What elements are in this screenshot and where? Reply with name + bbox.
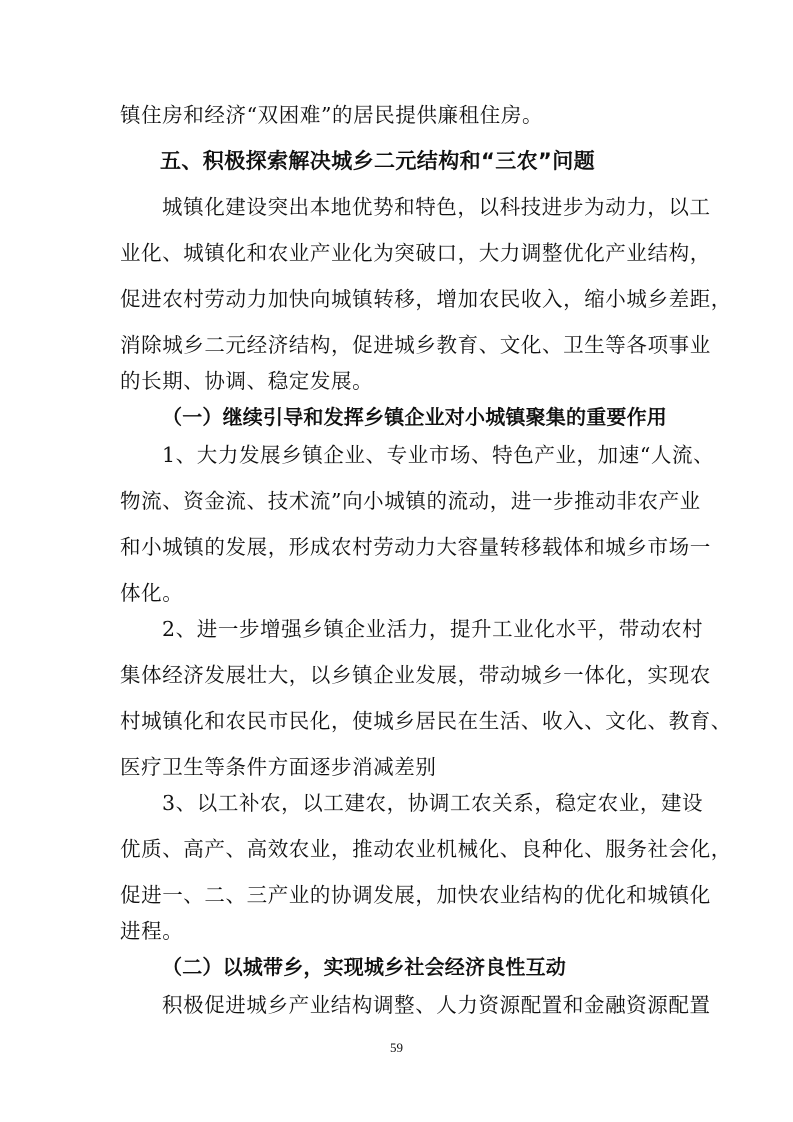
paragraph-line: 进程。: [120, 919, 184, 943]
paragraph-line: 体化。: [120, 581, 184, 605]
paragraph-line: 消除城乡二元经济结构，促进城乡教育、文化、卫生等各项事业: [120, 333, 711, 357]
paragraph-line: 2、进一步增强乡镇企业活力，提升工业化水平，带动农村: [162, 617, 704, 641]
paragraph-line: 城镇化建设突出本地优势和特色，以科技进步为动力，以工: [162, 195, 711, 219]
paragraph-line: 积极促进城乡产业结构调整、人力资源配置和金融资源配置: [162, 993, 711, 1017]
subsection-heading: （二）以城带乡，实现城乡社会经济良性互动: [162, 955, 566, 979]
page-number: 59: [390, 1040, 403, 1055]
paragraph-line: 村城镇化和农民市民化，使城乡居民在生活、收入、文化、教育、: [120, 709, 732, 733]
paragraph-line: 促进一、二、三产业的协调发展，加快农业结构的优化和城镇化: [120, 883, 711, 907]
paragraph-line: 1、大力发展乡镇企业、专业市场、特色产业，加速“人流、: [162, 443, 715, 467]
section-heading: 五、积极探索解决城乡二元结构和“三农”问题: [160, 149, 596, 173]
paragraph-line: 的长期、协调、稳定发展。: [120, 369, 374, 393]
paragraph-line: 促进农村劳动力加快向城镇转移，增加农民收入，缩小城乡差距，: [120, 287, 732, 311]
paragraph-line: 物流、资金流、技术流”向小城镇的流动，进一步推动非农产业: [120, 489, 701, 513]
paragraph-line: 业化、城镇化和农业产业化为突破口，大力调整优化产业结构，: [120, 241, 711, 265]
paragraph-line: 医疗卫生等条件方面逐步消减差别: [120, 755, 437, 779]
paragraph-line: 3、以工补农，以工建农，协调工农关系，稳定农业，建设: [162, 791, 704, 815]
paragraph-line: 优质、高产、高效农业，推动农业机械化、良种化、服务社会化，: [120, 837, 732, 861]
paragraph-line: 镇住房和经济“双困难”的居民提供廉租住房。: [120, 103, 544, 127]
paragraph-line: 和小城镇的发展，形成农村劳动力大容量转移载体和城乡市场一: [120, 535, 711, 559]
subsection-heading: （一）继续引导和发挥乡镇企业对小城镇聚集的重要作用: [162, 405, 667, 429]
paragraph-line: 集体经济发展壮大，以乡镇企业发展，带动城乡一体化，实现农: [120, 663, 711, 687]
